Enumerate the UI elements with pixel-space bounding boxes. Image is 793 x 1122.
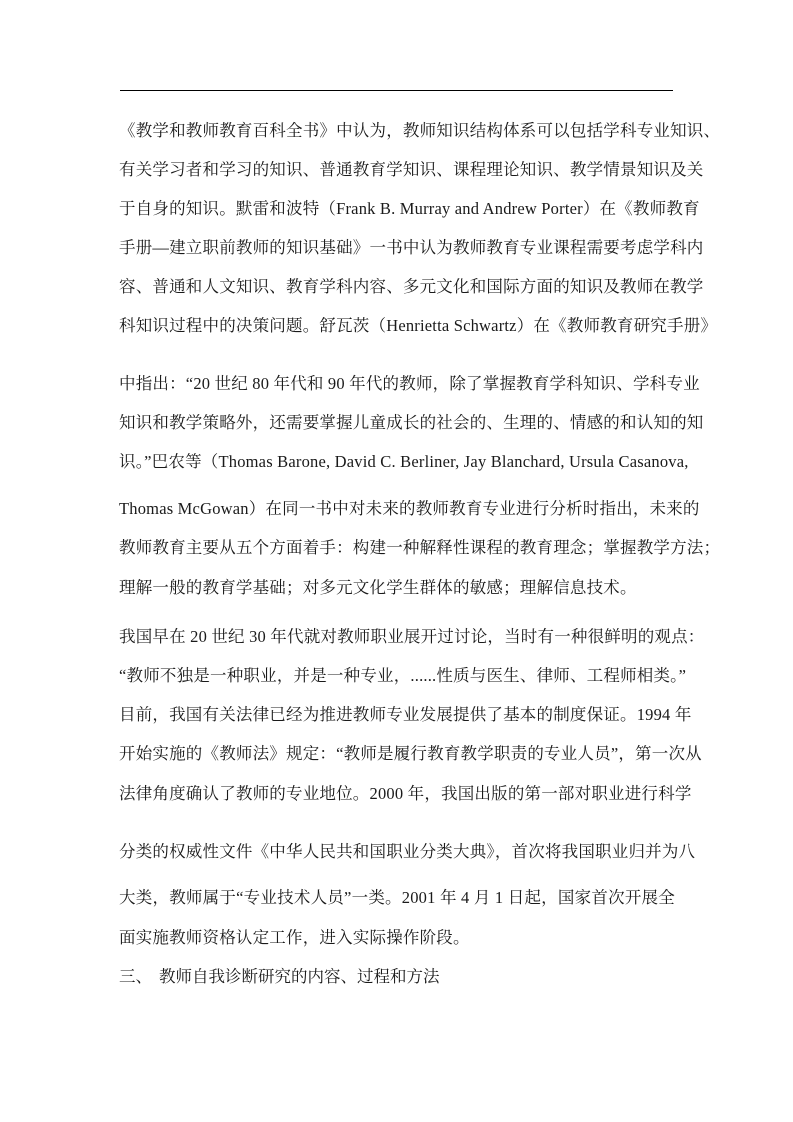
paragraph-line: Thomas McGowan）在同一书中对未来的教师教育专业进行分析时指出，未来的 — [119, 499, 700, 518]
paragraph-line: 容、普通和人文知识、教育学科内容、多元文化和国际方面的知识及教师在教学 — [119, 277, 704, 296]
paragraph-line: 大类，教师属于“专业技术人员”一类。2001 年 4 月 1 日起，国家首次开展全 — [119, 888, 675, 907]
section-title: 教师自我诊断研究的内容、过程和方法 — [159, 967, 440, 986]
paragraph-line: 手册—建立职前教师的知识基础》一书中认为教师教育专业课程需要考虑学科内 — [119, 238, 704, 257]
paragraph-line: 我国早在 20 世纪 30 年代就对教师职业展开过讨论，当时有一种很鲜明的观点： — [119, 627, 705, 646]
header-rule — [120, 90, 673, 91]
paragraph-line: 科知识过程中的决策问题。舒瓦茨（Henrietta Schwartz）在《教师教育研究手册》 — [119, 316, 718, 335]
section-heading — [119, 967, 440, 987]
paragraph-line: 有关学习者和学习的知识、普通教育学知识、课程理论知识、教学情景知识及关 — [119, 160, 704, 179]
paragraph-line: 面实施教师资格认定工作，进入实际操作阶段。 — [119, 928, 470, 947]
paragraph-line: 理解一般的教育学基础；对多元文化学生群体的敏感；理解信息技术。 — [119, 578, 637, 597]
paragraph-line: “教师不独是一种职业，并是一种专业，......性质与医生、律师、工程师相类。” — [119, 666, 687, 685]
paragraph-line: 知识和教学策略外，还需要掌握儿童成长的社会的、生理的、情感的和认知的知 — [119, 413, 704, 432]
paragraph-line: 《教学和教师教育百科全书》中认为，教师知识结构体系可以包括学科专业知识、 — [119, 121, 721, 140]
paragraph-line: 识。”巴农等（Thomas Barone, David C. Berliner, Jay Blanchard, Ursula Casanova, — [119, 452, 689, 471]
paragraph-line: 于自身的知识。默雷和波特（Frank B. Murray and Andrew Porter）在《教师教育 — [119, 199, 700, 218]
paragraph-line: 中指出：“20 世纪 80 年代和 90 年代的教师，除了掌握教育学科知识、学科专业 — [119, 374, 700, 393]
paragraph-line: 教师教育主要从五个方面着手：构建一种解释性课程的教育理念；掌握教学方法； — [119, 538, 721, 557]
paragraph-line: 开始实施的《教师法》规定：“教师是履行教育教学职责的专业人员”，第一次从 — [119, 744, 702, 763]
paragraph-line: 法律角度确认了教师的专业地位。2000 年，我国出版的第一部对职业进行科学 — [119, 784, 692, 803]
paragraph-line: 目前，我国有关法律已经为推进教师专业发展提供了基本的制度保证。1994 年 — [119, 705, 692, 724]
section-number: 三、 — [119, 967, 152, 986]
paragraph-line: 分类的权威性文件《中华人民共和国职业分类大典》，首次将我国职业归并为八 — [119, 842, 696, 861]
